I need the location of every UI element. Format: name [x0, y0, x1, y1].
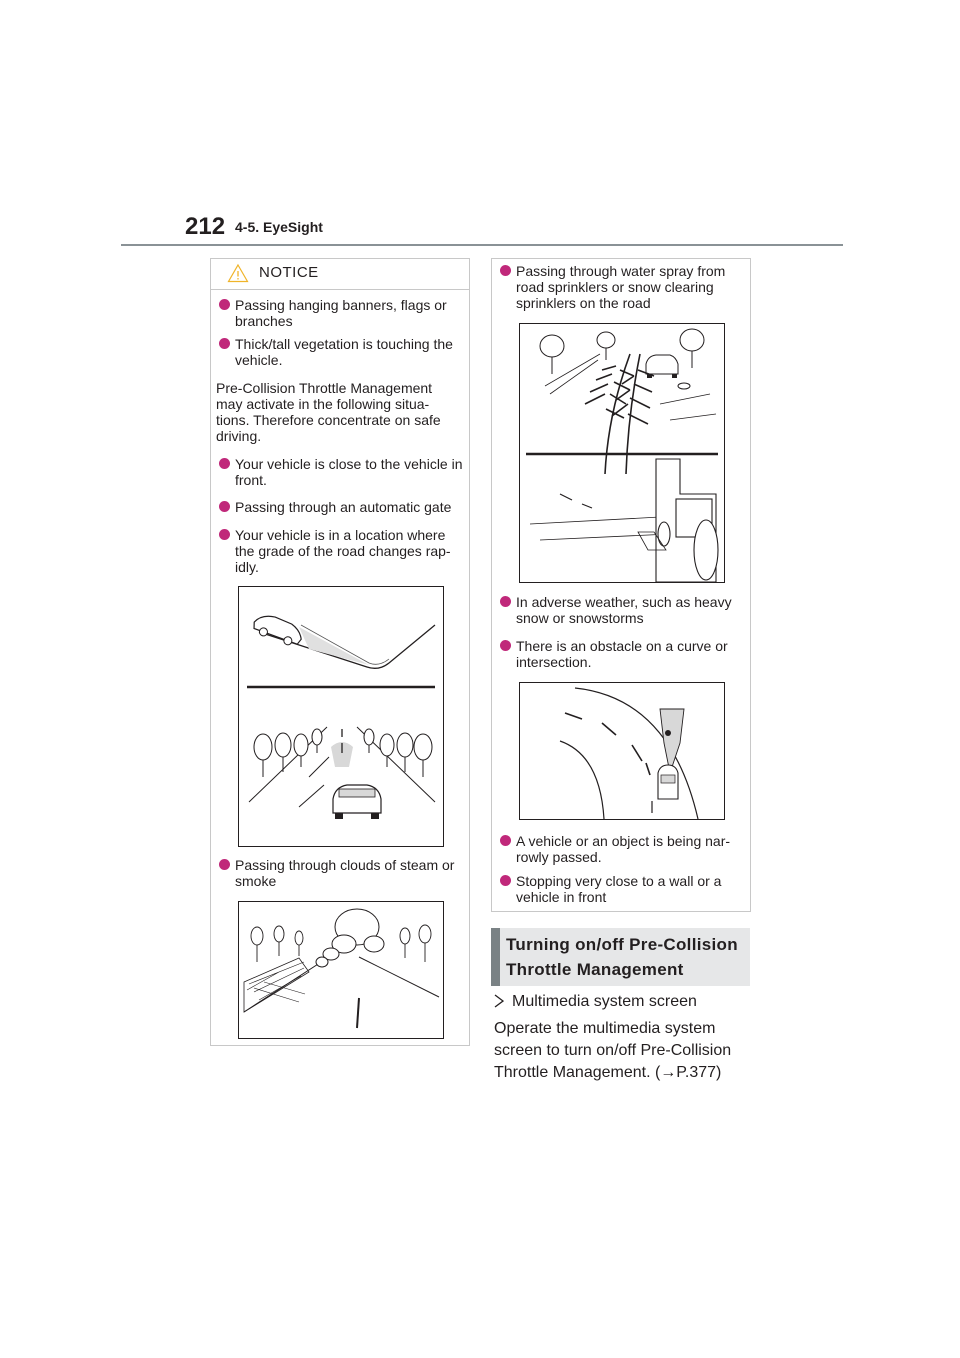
notice-box-left: NOTICE Passing hanging banners, flags or branches Thick/tall vegetation is touching the vehicle. Pre-Collision Throttle Management may activate in the following situa-tions. Therefore concentrate on safe driving. Your vehicle is close to the vehicle in front. Passing through an automatic gate Your vehicle is in a location where the grade of the road changes rap-idly. Passing through clouds of steam or smoke	[210, 258, 470, 1046]
notice-header	[211, 259, 469, 290]
bullet-icon	[500, 835, 511, 846]
bullet-icon	[500, 875, 511, 886]
bullet-icon	[219, 299, 230, 310]
bullet-icon	[500, 265, 511, 276]
bullet-icon	[219, 501, 230, 512]
bullet-icon	[219, 529, 230, 540]
section-title: 4-5. EyeSight	[235, 219, 323, 235]
notice-box-right: Passing through water spray from road sprinklers or snow clearing sprinklers on the road In adverse weather, such as heavy snow or snowstorms There is an obstacle on a curve or intersection. A vehicle or an object is being nar-rowly passed. Stopping very close to a wall or a vehicle in front	[491, 258, 751, 912]
warning-icon	[227, 263, 249, 288]
figure-steam-illustration	[238, 901, 444, 1039]
notice-paragraph: Pre-Collision Throttle Management may activate in the following situa-tions. Therefore concentrate on safe driving.	[216, 380, 441, 444]
triangle-arrow-icon	[494, 994, 504, 1013]
bullet-icon	[219, 859, 230, 870]
section-heading	[491, 928, 750, 986]
bullet-icon	[219, 458, 230, 469]
bullet-icon	[219, 338, 230, 349]
figure-slope-illustration	[238, 586, 444, 847]
figure-curve-illustration	[519, 682, 725, 820]
bullet-icon	[500, 596, 511, 607]
heading-accent-bar	[491, 928, 500, 986]
page-number: 212	[185, 213, 226, 240]
notice-title: NOTICE	[259, 264, 319, 281]
header-rule	[121, 244, 843, 246]
bullet-icon	[500, 640, 511, 651]
figure-sprinkler-illustration	[519, 323, 725, 583]
body-paragraph: Operate the multimedia system screen to turn on/off Pre-Collision Throttle Management. (→P.377)	[494, 1020, 732, 1081]
section-heading-text: Turning on/off Pre-Collision Throttle Management	[506, 935, 738, 979]
